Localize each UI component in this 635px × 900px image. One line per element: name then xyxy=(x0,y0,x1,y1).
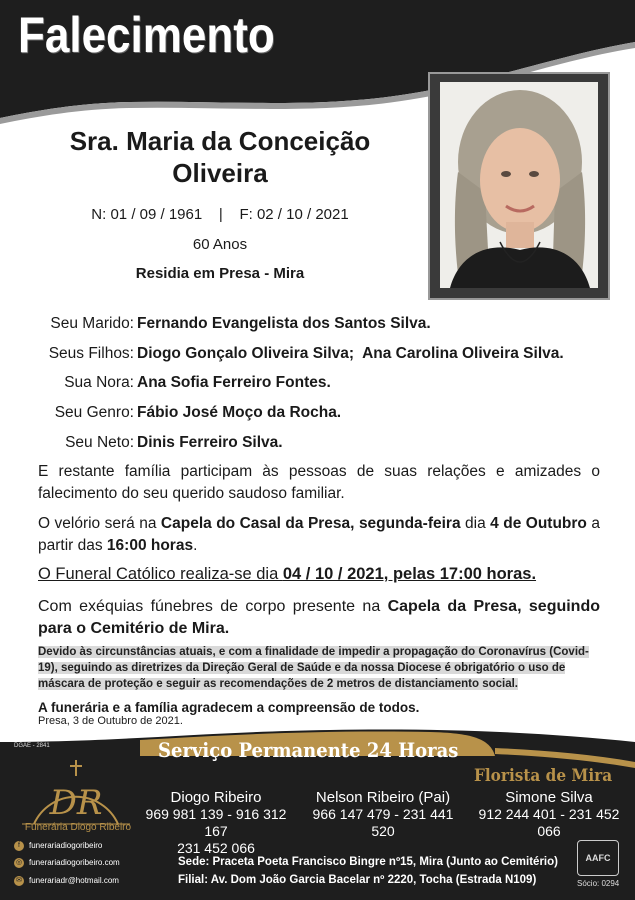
family-notice: E restante família participam às pessoas de suas relações e amizades o falecimento do seu querido saudoso familiar. xyxy=(38,463,600,502)
family-row xyxy=(0,432,283,454)
portrait-photo xyxy=(440,82,598,288)
social-facebook[interactable]: f funerariadiogoribeiro xyxy=(14,841,102,851)
family-names: Diogo Gonçalo Oliveira Silva; Ana Carolina Oliveira Silva. xyxy=(137,345,564,362)
family-role: Sua Nora: xyxy=(64,374,134,391)
wake-notice: O velório será na Capela do Casal da Presa, segunda-feira dia 4 de Outubro a partir das 16:00 horas. xyxy=(38,515,600,554)
deceased-name xyxy=(40,125,400,189)
member-number: Sócio: 0294 xyxy=(577,879,620,888)
place-date: Presa, 3 de Outubro de 2021. xyxy=(38,715,183,727)
family-names: Fábio José Moço da Rocha. xyxy=(137,404,342,421)
portrait-frame xyxy=(428,72,610,300)
dgae-code: DGAE - 2841 xyxy=(14,743,50,749)
svg-text:DR: DR xyxy=(49,783,103,823)
contact-nelson: Nelson Ribeiro (Pai) 966 147 479 - 231 441 520 xyxy=(312,789,454,839)
social-instagram[interactable]: ◎ funerariadiogoribeiro.com xyxy=(15,858,120,868)
family-row xyxy=(0,313,431,335)
email-icon: ✉ xyxy=(14,876,24,886)
florist-name: Florista de Mira xyxy=(474,766,613,786)
service-banner: Serviço Permanente 24 Horas xyxy=(158,738,459,762)
family-names: Fernando Evangelista dos Santos Silva. xyxy=(137,315,431,332)
exequias-notice: Com exéquias fúnebres de corpo presente na Capela da Presa, seguindo para o Cemitério de Mira. xyxy=(38,598,601,637)
contact-simone: Simone Silva 912 244 401 - 231 452 066 xyxy=(478,789,620,839)
residence: Residia em Presa - Mira xyxy=(135,265,305,282)
family-role: Seu Neto: xyxy=(65,434,134,451)
page-title: Falecimento xyxy=(18,7,275,63)
covid-notice: Devido às circunstâncias atuais, e com a finalidade de impedir a propagação do Coronavírus (Covid-19), seguindo as diretrizes da Direção Geral de Saúde e da nossa Diocese é obrigatório o uso de máscara de proteção e seguir as recomendações de 2 metros de distanciamento social. xyxy=(38,646,589,690)
funeral-notice: O Funeral Católico realiza-se dia 04 / 10 / 2021, pelas 17:00 horas. xyxy=(38,565,537,583)
family-row xyxy=(0,343,564,365)
family-role: Seu Marido: xyxy=(50,315,134,332)
family-names: Ana Sofia Ferreiro Fontes. xyxy=(137,374,331,391)
age: 60 Anos xyxy=(192,236,248,253)
deceased-name-line2: Oliveira xyxy=(172,158,268,188)
address-headquarters: Sede: Praceta Poeta Francisco Bingre nº15, Mira (Junto ao Cemitério) xyxy=(178,856,558,868)
family-role: Seus Filhos: xyxy=(48,345,134,362)
family-row xyxy=(0,402,341,424)
family-role: Seu Genro: xyxy=(54,404,134,421)
thanks-text: A funerária e a família agradecem a compreensão de todos. xyxy=(38,700,420,715)
facebook-icon: f xyxy=(14,841,24,851)
family-row xyxy=(0,372,331,394)
family-names: Dinis Ferreiro Silva. xyxy=(137,434,283,451)
social-email[interactable]: ✉ funerariadr@hotmail.com xyxy=(14,876,119,886)
address-branch: Filial: Av. Dom João Garcia Bacelar nº 2220, Tocha (Estrada N109) xyxy=(178,874,537,886)
contact-diogo: Diogo Ribeiro 969 981 139 - 916 312 167 231 452 066 xyxy=(145,789,287,856)
deceased-name-line1: Sra. Maria da Conceição xyxy=(69,126,371,156)
association-logo: AAFC xyxy=(577,840,619,876)
birth-death-dates: N: 01 / 09 / 1961 | F: 02 / 10 / 2021 xyxy=(91,206,349,223)
instagram-icon: ◎ xyxy=(15,859,23,866)
logo-subtitle: Funerária Diogo Ribeiro xyxy=(24,822,132,833)
